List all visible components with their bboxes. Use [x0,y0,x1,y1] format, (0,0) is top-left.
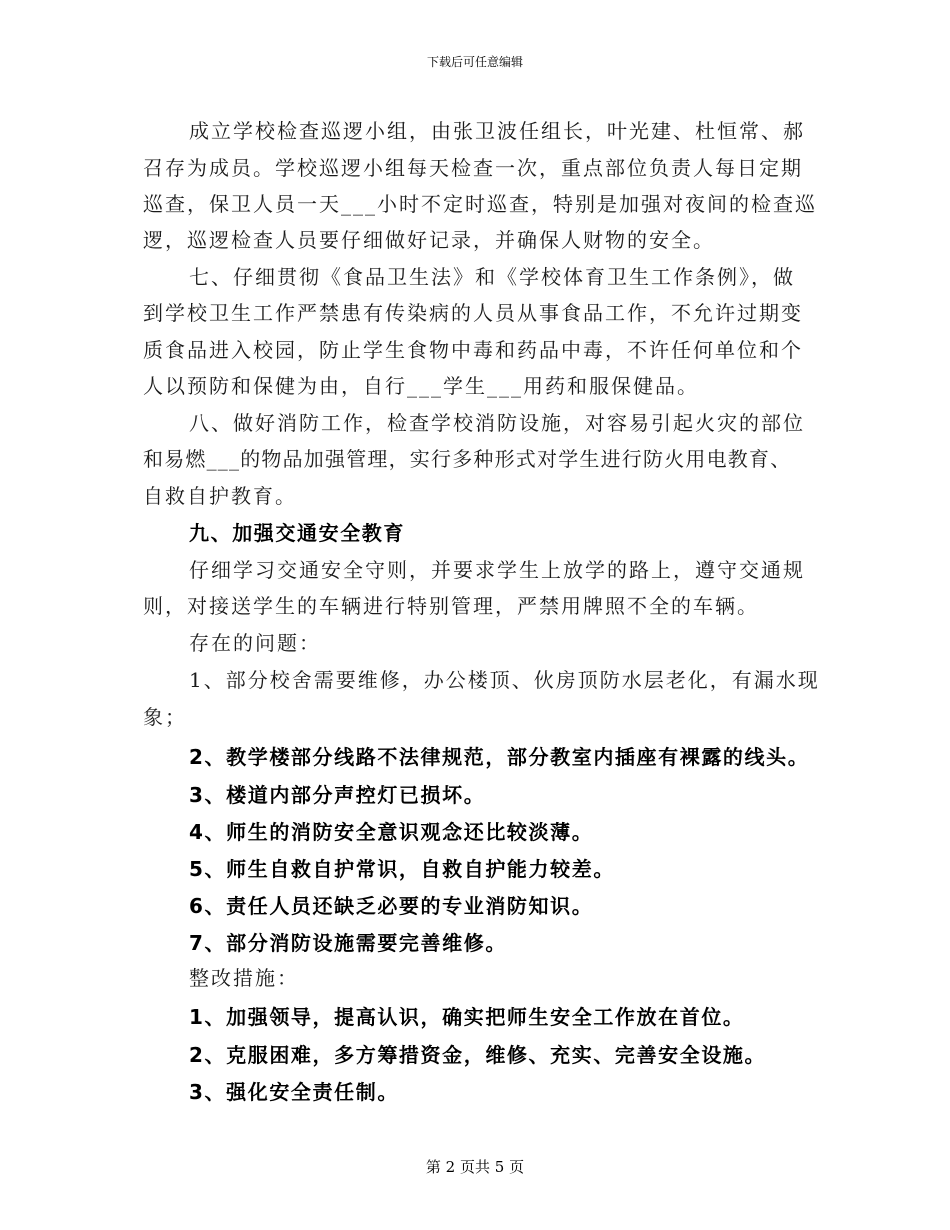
list-item: 2、克服困难，多方筹措资金，维修、充实、完善安全设施。 [189,1043,767,1067]
page-header: 下载后可任意编辑 [426,55,523,69]
paragraph-line: 质食品进入校园，防止学生食物中毒和药品中毒，不许任何单位和个 [143,338,803,362]
list-item: 7、部分消防设施需要完善维修。 [189,931,507,955]
section-heading: 九、加强交通安全教育 [189,521,405,545]
paragraph-line: 到学校卫生工作严禁患有传染病的人员从事食品工作，不允许过期变 [143,301,803,325]
paragraph-line: 召存为成员。学校巡逻小组每天检查一次，重点部位负责人每日定期 [143,156,803,180]
page-footer: 第 2 页共 5 页 [425,1158,525,1176]
list-item: 1、部分校舍需要维修，办公楼顶、伙房顶防水层老化，有漏水现 [189,668,820,692]
section-label: 存在的问题： [189,631,321,655]
list-item: 3、强化安全责任制。 [189,1080,399,1104]
paragraph-line: 七、仔细贯彻《食品卫生法》和《学校体育卫生工作条例》，做 [189,265,795,289]
list-item: 3、楼道内部分声控灯已损坏。 [189,783,486,807]
paragraph-line: 成立学校检查巡逻小组，由张卫波任组长，叶光建、杜恒常、郝 [189,119,805,143]
paragraph-line: 自救自护教育。 [143,484,297,508]
paragraph-line: 人以预防和保健为由，自行___学生___用药和服保健品。 [143,374,699,398]
paragraph-line: 仔细学习交通安全守则，并要求学生上放学的路上，遵守交通规 [189,558,805,582]
list-item: 1、加强领导，提高认识，确实把师生安全工作放在首位。 [189,1005,745,1029]
list-item: 2、教学楼部分线路不法律规范，部分教室内插座有裸露的线头。 [189,745,810,769]
list-item: 5、师生自救自护常识，自救自护能力较差。 [189,857,615,881]
list-item-continuation: 象； [143,705,187,729]
section-label: 整改措施： [189,966,299,990]
paragraph-line: 巡查，保卫人员一天___小时不定时巡查，特别是加强对夜间的检查巡 [143,192,817,216]
paragraph-line: 则，对接送学生的车辆进行特别管理，严禁用牌照不全的车辆。 [143,594,759,618]
paragraph-line: 和易燃___的物品加强管理，实行多种形式对学生进行防火用电教育、 [143,447,792,471]
list-item: 6、责任人员还缺乏必要的专业消防知识。 [189,894,594,918]
list-item: 4、师生的消防安全意识观念还比较淡薄。 [189,820,594,844]
paragraph-line: 逻，巡逻检查人员要仔细做好记录，并确保人财物的安全。 [143,228,715,252]
paragraph-line: 八、做好消防工作，检查学校消防设施，对容易引起火灾的部位 [189,411,805,435]
